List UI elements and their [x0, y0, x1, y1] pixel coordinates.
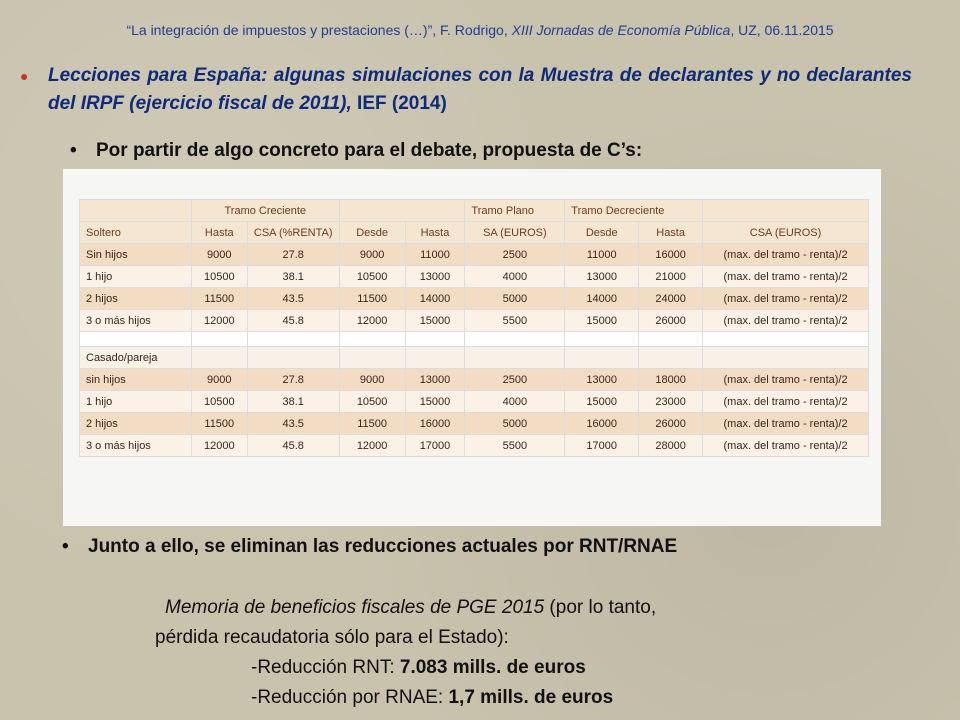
table-col-header-row — [80, 222, 869, 244]
study-title: Lecciones para España: algunas simulaciones con la Muestra de declarantes y no declarantes del IRPF (ejercicio fiscal de 2011), — [48, 65, 912, 114]
table-row — [80, 413, 869, 435]
table-cell: 3 o más hijos — [80, 310, 192, 332]
table-cell: 1 hijo — [80, 266, 192, 288]
column-header: Hasta — [405, 222, 465, 244]
table-cell: 12000 — [339, 310, 405, 332]
table-cell: 45.8 — [247, 435, 339, 457]
table-cell: 1 hijo — [80, 391, 192, 413]
proposal-table-image — [63, 169, 881, 526]
table-cell: 24000 — [639, 288, 703, 310]
memo-line-2: pérdida recaudatoria sólo para el Estado): — [155, 627, 509, 648]
table-cell: (max. del tramo - renta)/2 — [703, 288, 869, 310]
table-cell — [339, 347, 405, 369]
table-cell: 11500 — [339, 413, 405, 435]
table-cell: 18000 — [639, 369, 703, 391]
table-row — [80, 266, 869, 288]
table-spacer-row — [80, 332, 869, 347]
table-cell: 43.5 — [247, 413, 339, 435]
table-cell — [191, 332, 247, 347]
bullet-dot-icon: ● — [20, 68, 29, 84]
table-cell: 14000 — [565, 288, 639, 310]
table-cell: 5500 — [465, 310, 565, 332]
table-cell: 26000 — [639, 413, 703, 435]
table-cell: 10500 — [191, 266, 247, 288]
proposal-text: Por partir de algo concreto para el debate, propuesta de C’s: — [96, 140, 643, 161]
table-cell — [565, 332, 639, 347]
table-cell: (max. del tramo - renta)/2 — [703, 391, 869, 413]
header-title-part2: , UZ, 06.11.2015 — [730, 22, 834, 38]
table-cell: 13000 — [405, 266, 465, 288]
table-cell — [639, 332, 703, 347]
column-header: Desde — [339, 222, 405, 244]
table-cell: 11000 — [565, 244, 639, 266]
column-header: Desde — [565, 222, 639, 244]
header-conference: XIII Jornadas de Economía Pública — [511, 22, 731, 38]
table-cell: 43.5 — [247, 288, 339, 310]
proposal-table — [79, 199, 869, 457]
table-cell — [191, 347, 247, 369]
table-cell: 17000 — [565, 435, 639, 457]
table-cell: 13000 — [565, 369, 639, 391]
table-cell: (max. del tramo - renta)/2 — [703, 369, 869, 391]
table-cell: 11500 — [339, 288, 405, 310]
memo-rnae — [155, 683, 656, 713]
table-cell: 9000 — [339, 369, 405, 391]
table-cell: 13000 — [405, 369, 465, 391]
section-label-casado: Casado/pareja — [80, 347, 192, 369]
table-cell: 13000 — [565, 266, 639, 288]
column-header: CSA (%RENTA) — [247, 222, 339, 244]
table-cell: 9000 — [191, 244, 247, 266]
table-cell: 21000 — [639, 266, 703, 288]
table-cell: (max. del tramo - renta)/2 — [703, 310, 869, 332]
table-cell — [405, 347, 465, 369]
memo-line-1 — [155, 593, 656, 623]
table-cell: 3 o más hijos — [80, 435, 192, 457]
bullet-dot-icon: • — [62, 536, 69, 557]
table-cell: 10500 — [339, 266, 405, 288]
table-cell: 14000 — [405, 288, 465, 310]
column-header: SA (EUROS) — [465, 222, 565, 244]
table-cell: 28000 — [639, 435, 703, 457]
memo-block — [155, 593, 656, 713]
table-cell: 15000 — [565, 310, 639, 332]
table-cell — [703, 200, 869, 222]
table-cell: 9000 — [339, 244, 405, 266]
table-row — [80, 369, 869, 391]
table-cell: 5500 — [465, 435, 565, 457]
header-quote: “ — [126, 22, 132, 38]
rnt-value: 7.083 mills. de euros — [399, 657, 586, 678]
table-cell — [465, 332, 565, 347]
table-cell: (max. del tramo - renta)/2 — [703, 244, 869, 266]
table-cell — [247, 347, 339, 369]
table-cell: 5000 — [465, 288, 565, 310]
table-cell: sin hijos — [80, 369, 192, 391]
rnae-value: 1,7 mills. de euros — [448, 687, 614, 708]
table-cell: 23000 — [639, 391, 703, 413]
table-cell: 16000 — [565, 413, 639, 435]
table-cell: (max. del tramo - renta)/2 — [703, 266, 869, 288]
table-cell — [339, 332, 405, 347]
table-cell: (max. del tramo - renta)/2 — [703, 435, 869, 457]
memo-rnt — [155, 653, 656, 683]
table-cell: 4000 — [465, 391, 565, 413]
table-row — [80, 288, 869, 310]
table-cell: 12000 — [191, 435, 247, 457]
column-header: Hasta — [191, 222, 247, 244]
table-cell — [703, 347, 869, 369]
table-cell: 11500 — [191, 288, 247, 310]
table-cell: 15000 — [565, 391, 639, 413]
column-header: Soltero — [80, 222, 192, 244]
rnae-label: -Reducción por RNAE: — [251, 687, 449, 708]
table-cell — [703, 332, 869, 347]
table-cell — [80, 332, 192, 347]
table-cell: 16000 — [639, 244, 703, 266]
memo-title: Memoria de beneficios fiscales de PGE 2015 — [165, 597, 545, 618]
table-cell: 15000 — [405, 310, 465, 332]
header-title-part1: La integración de impuestos y prestaciones (…)”, F. Rodrigo, — [131, 22, 512, 38]
bullet-dot-icon: • — [70, 140, 77, 161]
table-section-row — [80, 347, 869, 369]
group-header-plano: Tramo Plano — [465, 200, 565, 222]
table-cell: 27.8 — [247, 369, 339, 391]
table-cell — [465, 347, 565, 369]
table-cell: 9000 — [191, 369, 247, 391]
column-header: CSA (EUROS) — [703, 222, 869, 244]
table-cell: 11500 — [191, 413, 247, 435]
table-cell: 17000 — [405, 435, 465, 457]
table-row — [80, 244, 869, 266]
column-header: Hasta — [639, 222, 703, 244]
table-row — [80, 391, 869, 413]
table-cell: 2 hijos — [80, 288, 192, 310]
group-header-creciente: Tramo Creciente — [191, 200, 339, 222]
table-cell: 15000 — [405, 391, 465, 413]
table-cell: 38.1 — [247, 266, 339, 288]
bullet-proposal — [70, 140, 642, 162]
table-group-header-row — [80, 200, 869, 222]
table-cell: 2500 — [465, 369, 565, 391]
table-row — [80, 310, 869, 332]
table-cell: 11000 — [405, 244, 465, 266]
rnt-label: -Reducción RNT: — [251, 657, 400, 678]
group-header-decreciente: Tramo Decreciente — [565, 200, 703, 222]
table-cell: 27.8 — [247, 244, 339, 266]
table-cell — [80, 200, 192, 222]
table-cell: Sin hijos — [80, 244, 192, 266]
table-cell: 2500 — [465, 244, 565, 266]
table-cell: 12000 — [339, 435, 405, 457]
table-cell: 4000 — [465, 266, 565, 288]
table-cell: (max. del tramo - renta)/2 — [703, 413, 869, 435]
table-cell — [565, 347, 639, 369]
table-cell — [339, 200, 465, 222]
table-cell — [405, 332, 465, 347]
table-cell: 2 hijos — [80, 413, 192, 435]
table-row — [80, 435, 869, 457]
bullet-study-reference — [20, 62, 912, 118]
study-source: IEF (2014) — [351, 93, 447, 114]
table-cell: 5000 — [465, 413, 565, 435]
table-cell: 10500 — [339, 391, 405, 413]
table-cell — [247, 332, 339, 347]
table-cell: 16000 — [405, 413, 465, 435]
slide-header — [0, 22, 960, 38]
table-cell: 12000 — [191, 310, 247, 332]
table-cell — [639, 347, 703, 369]
table-cell: 45.8 — [247, 310, 339, 332]
memo-rest: (por lo tanto, — [544, 597, 657, 618]
table-cell: 10500 — [191, 391, 247, 413]
table-cell: 38.1 — [247, 391, 339, 413]
reductions-text: Junto a ello, se eliminan las reducciones actuales por RNT/RNAE — [88, 536, 678, 557]
table-cell: 26000 — [639, 310, 703, 332]
bullet-reductions — [62, 536, 677, 558]
